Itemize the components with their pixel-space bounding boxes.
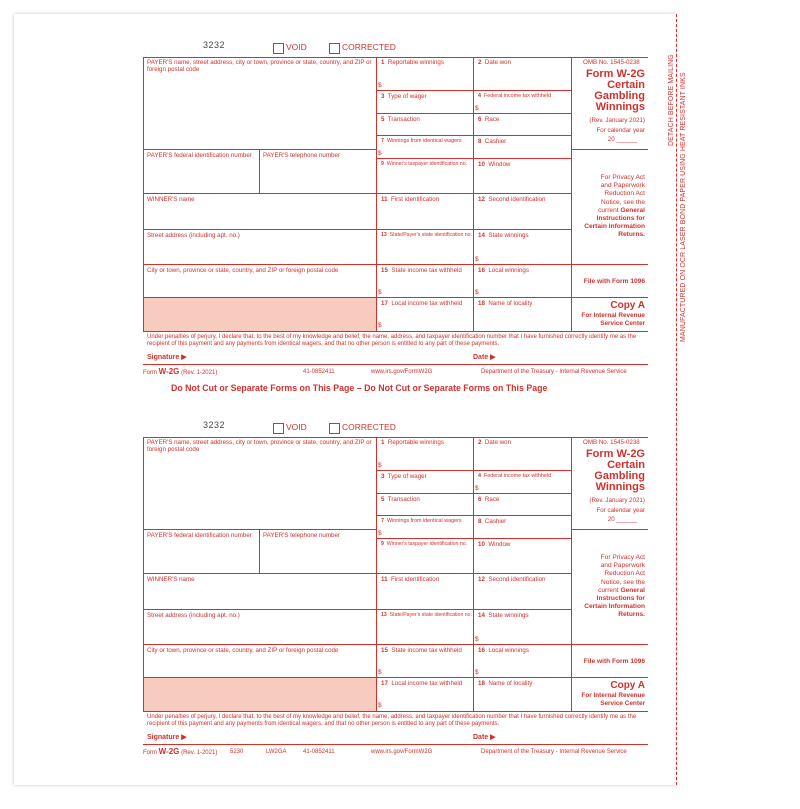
privacy-line-bold: Returns.: [618, 231, 645, 239]
footer-rev: (Rev. 1-2021): [181, 750, 218, 756]
box-number: 2: [478, 439, 482, 446]
box-number: 2: [478, 59, 482, 66]
privacy-line: Reduction Act: [604, 570, 645, 578]
calendar-year-label: For calendar year: [596, 507, 645, 514]
box-3-label: Type of wager: [387, 473, 427, 480]
privacy-line: current: [598, 206, 621, 214]
corrected-label: CORRECTED: [342, 422, 396, 432]
form-title-winnings: Winnings: [595, 101, 645, 113]
box-3-label: Type of wager: [387, 93, 427, 100]
box-17-label: Local income tax withheld: [391, 680, 463, 687]
file-with-1096: File with Form 1096: [583, 278, 645, 285]
box-number: 13: [381, 612, 387, 618]
privacy-line: Reduction Act: [604, 190, 645, 198]
city-label: City or town, province or state, country, and ZIP or foreign postal code: [147, 267, 339, 274]
date-label: Date ▶: [473, 354, 496, 361]
privacy-line-bold: Certain Information: [584, 223, 645, 231]
dollar-sign: $: [475, 289, 479, 296]
box-number: 15: [381, 267, 388, 274]
box-number: 9: [381, 161, 384, 167]
box-18-label: Name of locality: [488, 680, 533, 687]
corrected-checkbox[interactable]: [329, 43, 340, 54]
footer-code-1: 5230: [230, 749, 244, 755]
form-title-gambling: Gambling: [594, 90, 645, 102]
box-number: 14: [478, 612, 485, 619]
omb-number: OMB No. 1545-0238: [583, 59, 640, 66]
winner-name-label: WINNER'S name: [147, 576, 195, 583]
city-label: City or town, province or state, country, and ZIP or foreign postal code: [147, 647, 339, 654]
dollar-sign: $: [378, 669, 382, 676]
box-number: 16: [478, 647, 485, 654]
payer-phone-label: PAYER'S telephone number: [263, 532, 340, 539]
box-5-label: Transaction: [387, 116, 420, 123]
box-number: 17: [381, 300, 388, 307]
box-2-label: Date won: [484, 59, 512, 66]
winner-name-label: WINNER'S name: [147, 196, 195, 203]
form-title-gambling: Gambling: [594, 470, 645, 482]
copy-a: Copy A: [610, 680, 645, 691]
box-9-label: Winner's taxpayer identification no.: [386, 541, 468, 547]
box-number: 14: [478, 232, 485, 239]
perjury-statement: Under penalties of perjury, I declare that, to the best of my knowledge and belief, the name, address, and taxpayer identification number that I have furnished correctly identify me as the recipient of this payment and any payments from identical wagers, and that no other person is entitled to any part of these payments.: [147, 334, 637, 348]
box-number: 1: [381, 439, 385, 446]
box-5-label: Transaction: [387, 496, 420, 503]
privacy-line-bold: Returns.: [618, 611, 645, 619]
box-4-label: Federal income tax withheld: [484, 93, 552, 99]
street-label: Street address (including apt. no.): [147, 232, 240, 239]
signature-label: Signature ▶: [147, 734, 187, 741]
box-11-label: First identification: [391, 196, 440, 203]
box-number: 13: [381, 232, 387, 238]
privacy-notice: [573, 554, 645, 620]
form-title: Form W-2G: [585, 68, 645, 80]
box-number: 5: [381, 116, 385, 123]
privacy-line: and Paperwork: [600, 182, 645, 190]
privacy-line-bold: Instructions for: [596, 215, 645, 223]
footer-form-label: [143, 748, 217, 757]
footer-cat-number: 41-0852411: [303, 749, 335, 755]
dollar-sign: $: [475, 105, 479, 112]
void-label: VOID: [286, 422, 307, 432]
payer-name-label: PAYER'S name, street address, city or town, province or state, country, and ZIP or foreign postal code: [147, 439, 372, 453]
form-title-certain: Certain: [607, 459, 645, 471]
privacy-line-bold: Certain Information: [584, 603, 645, 611]
payer-name-label: PAYER'S name, street address, city or town, province or state, country, and ZIP or foreign postal code: [147, 59, 372, 73]
perjury-statement: Under penalties of perjury, I declare that, to the best of my knowledge and belief, the name, address, and taxpayer identification number that I have furnished correctly identify me as the recipient of this payment and any payments from identical wagers, and that no other person is entitled to any part of these payments.: [147, 714, 637, 728]
box-17-label: Local income tax withheld: [391, 300, 463, 307]
box-number: 8: [478, 518, 482, 525]
privacy-line: For Privacy Act: [600, 554, 645, 561]
privacy-notice: [573, 174, 645, 240]
box-9-label: Winner's taxpayer identification no.: [386, 161, 468, 167]
box-number: 12: [478, 576, 485, 583]
box-14-label: State winnings: [488, 612, 529, 619]
signature-label: Signature ▶: [147, 354, 187, 361]
box-10-label: Window: [488, 161, 511, 168]
dollar-sign: $: [475, 256, 479, 263]
footer-form: Form: [143, 750, 157, 756]
dollar-sign: $: [378, 530, 382, 537]
box-4-label: Federal income tax withheld: [484, 473, 552, 479]
box-15-label: State income tax withheld: [391, 647, 462, 654]
privacy-line: current: [598, 586, 621, 594]
do-not-cut-notice: Do Not Cut or Separate Forms on This Page – Do Not Cut or Separate Forms on This Page: [171, 383, 548, 393]
footer-form-label: [143, 368, 217, 377]
dollar-sign: $: [378, 322, 382, 329]
date-label: Date ▶: [473, 734, 496, 741]
footer-rev: (Rev. 1-2021): [181, 370, 218, 376]
footer-code-2: LW2GA: [266, 749, 287, 755]
shaded-area: [144, 298, 376, 331]
corrected-label: CORRECTED: [342, 42, 396, 52]
form-title-winnings: Winnings: [595, 481, 645, 493]
copy-a: Copy A: [610, 300, 645, 311]
void-label: VOID: [286, 42, 307, 52]
box-13-label: State/Payer's state identification no.: [389, 612, 472, 618]
box-number: 1: [381, 59, 385, 66]
box-number: 12: [478, 196, 485, 203]
box-number: 6: [478, 496, 482, 503]
box-number: 18: [478, 300, 485, 307]
corrected-checkbox[interactable]: [329, 423, 340, 434]
copy-a-sub1: For Internal Revenue: [581, 312, 645, 319]
privacy-line: Notice, see the: [601, 198, 645, 206]
box-12-label: Second identification: [488, 196, 546, 203]
privacy-line-bold: Instructions for: [596, 595, 645, 603]
dollar-sign: $: [378, 289, 382, 296]
street-label: Street address (including apt. no.): [147, 612, 240, 619]
dollar-sign: $: [475, 636, 479, 643]
box-14-label: State winnings: [488, 232, 529, 239]
box-1-label: Reportable winnings: [387, 59, 444, 66]
footer-form: Form: [143, 370, 157, 376]
box-number: 11: [381, 196, 388, 203]
footer-cat-number: 41-0852411: [303, 369, 335, 375]
void-checkbox[interactable]: [273, 423, 284, 434]
dollar-sign: $: [475, 669, 479, 676]
box-7-label: Winnings from identical wagers: [387, 518, 462, 524]
dollar-sign: $: [475, 485, 479, 492]
privacy-line: Notice, see the: [601, 578, 645, 586]
form-title-certain: Certain: [607, 79, 645, 91]
box-15-label: State income tax withheld: [391, 267, 462, 274]
box-number: 6: [478, 116, 482, 123]
file-with-1096: File with Form 1096: [583, 658, 645, 665]
box-6-label: Race: [484, 116, 500, 123]
form-title-block: [573, 449, 645, 493]
box-8-label: Cashier: [484, 518, 507, 525]
box-16-label: Local winnings: [488, 647, 529, 654]
privacy-line-bold: General: [620, 586, 645, 594]
footer-url: www.irs.gov/FormW2G: [371, 749, 433, 755]
calendar-year-field[interactable]: 20 ______: [607, 136, 637, 143]
box-10-label: Window: [488, 541, 511, 548]
box-number: 7: [381, 518, 384, 524]
footer-w2g: W-2G: [158, 747, 180, 756]
box-12-label: Second identification: [488, 576, 546, 583]
footer-dept: Department of the Treasury - Internal Revenue Service: [481, 749, 627, 755]
box-number: 5: [381, 496, 385, 503]
copy-a-sub2: Service Center: [600, 700, 645, 707]
footer-w2g: W-2G: [158, 367, 180, 376]
box-18-label: Name of locality: [488, 300, 533, 307]
box-1-label: Reportable winnings: [387, 439, 444, 446]
box-8-label: Cashier: [484, 138, 507, 145]
box-6-label: Race: [484, 496, 500, 503]
box-number: 3: [381, 473, 385, 480]
box-16-label: Local winnings: [488, 267, 529, 274]
calendar-year-field[interactable]: 20 ______: [607, 516, 637, 523]
shaded-area: [144, 678, 376, 711]
footer-url: www.irs.gov/FormW2G: [371, 369, 433, 375]
box-number: 9: [381, 541, 384, 547]
void-checkbox[interactable]: [273, 43, 284, 54]
dollar-sign: $: [378, 82, 382, 89]
form-title-block: [573, 69, 645, 113]
copy-a-sub2: Service Center: [600, 320, 645, 327]
form-w2g-copy-2: [143, 420, 648, 809]
payer-id-label: PAYER'S federal identification number: [147, 532, 252, 539]
box-number: 16: [478, 267, 485, 274]
box-13-label: State/Payer's state identification no.: [389, 232, 472, 238]
privacy-line: and Paperwork: [600, 562, 645, 570]
side-detach: DETACH BEFORE MAILING: [668, 54, 675, 146]
form-code: 3232: [203, 420, 226, 430]
dollar-sign: $: [378, 702, 382, 709]
box-number: 7: [381, 138, 384, 144]
box-number: 17: [381, 680, 388, 687]
box-number: 15: [381, 647, 388, 654]
dollar-sign: $: [378, 150, 382, 157]
payer-id-label: PAYER'S federal identification number: [147, 152, 252, 159]
box-number: 4: [478, 473, 481, 479]
copy-a-sub1: For Internal Revenue: [581, 692, 645, 699]
box-number: 10: [478, 541, 485, 548]
form-code: 3232: [203, 40, 226, 50]
box-number: 4: [478, 93, 481, 99]
footer-dept: Department of the Treasury - Internal Revenue Service: [481, 369, 627, 375]
box-number: 8: [478, 138, 482, 145]
box-number: 3: [381, 93, 385, 100]
box-11-label: First identification: [391, 576, 440, 583]
box-7-label: Winnings from identical wagers: [387, 138, 462, 144]
form-title: Form W-2G: [585, 448, 645, 460]
privacy-line-bold: General: [620, 206, 645, 214]
perforation-line: [676, 14, 677, 785]
box-number: 10: [478, 161, 485, 168]
payer-phone-label: PAYER'S telephone number: [263, 152, 340, 159]
form-w2g-copy-1: [143, 40, 648, 429]
omb-number: OMB No. 1545-0238: [583, 439, 640, 446]
dollar-sign: $: [378, 462, 382, 469]
box-2-label: Date won: [484, 439, 512, 446]
privacy-line: For Privacy Act: [600, 174, 645, 181]
calendar-year-label: For calendar year: [596, 127, 645, 134]
revision: (Rev. January 2021): [589, 117, 645, 124]
box-number: 11: [381, 576, 388, 583]
revision: (Rev. January 2021): [589, 497, 645, 504]
side-manufactured: MANUFACTURED ON OCR LASER BOND PAPER USING HEAT RESISTANT INKS: [680, 72, 687, 342]
box-number: 18: [478, 680, 485, 687]
